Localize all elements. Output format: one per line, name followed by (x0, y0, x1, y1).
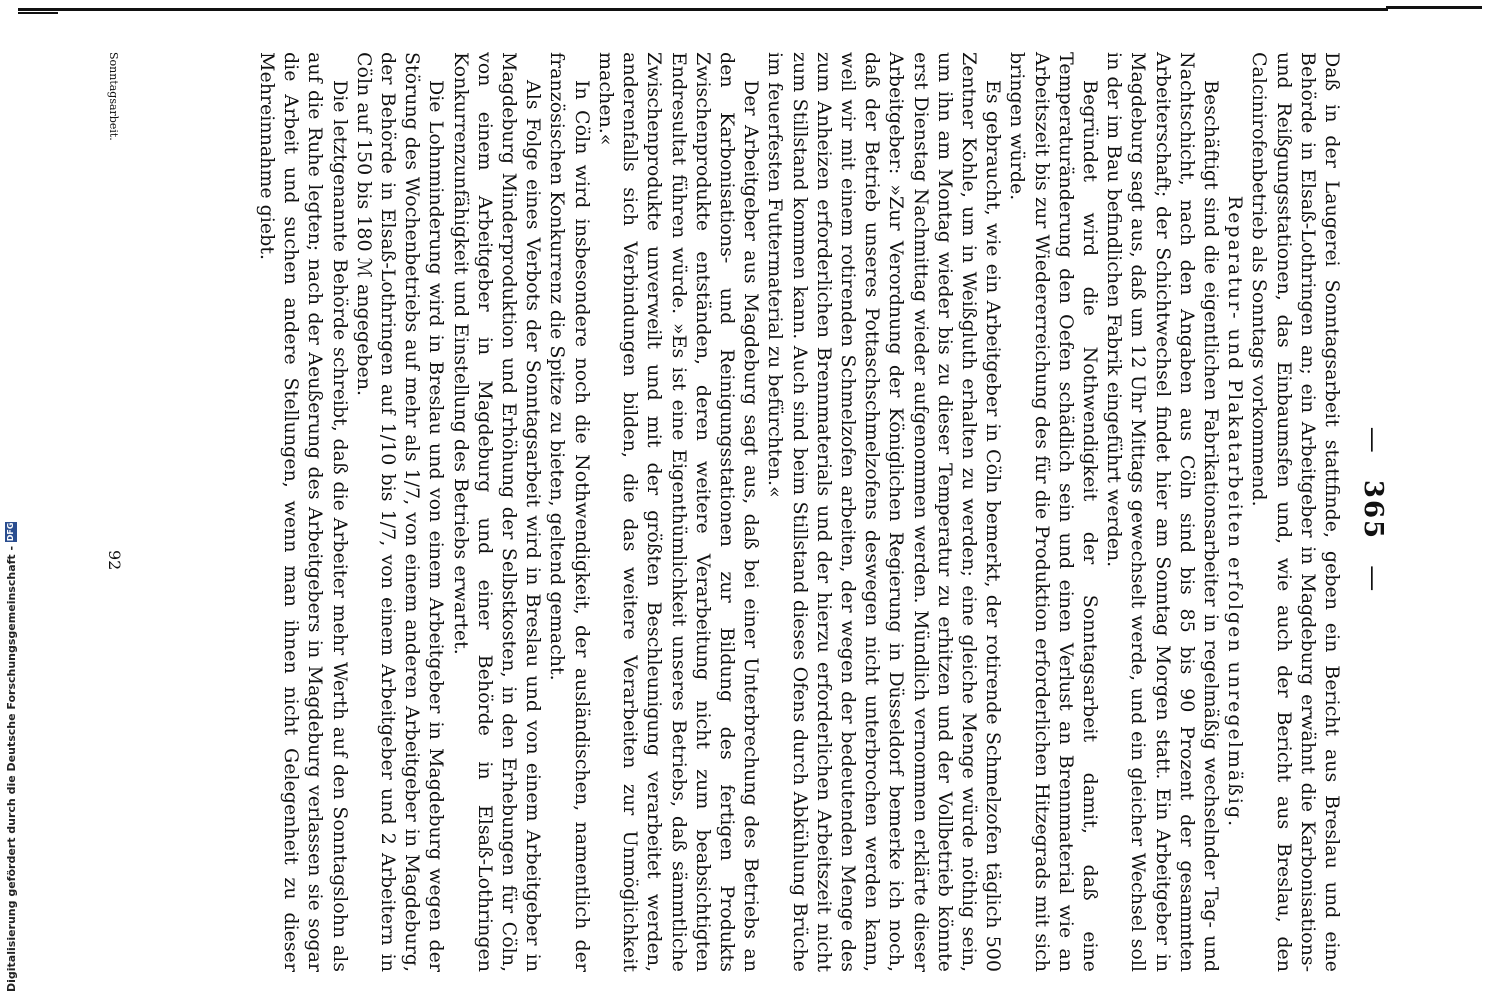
page-header (1358, 30, 1388, 990)
paragraph: Daß in der Laugerei Sonntagsarbeit stattfinde, geben ein Bericht aus Breslau und eine Behörde in Elsaß-Lothringen an; ein Arbeitgeber in Magdeburg erwähnt die Karbonisations- und Reißgungsstationen, das Einbaumsfen und, wie auch der Bericht aus Breslau, den Calcinirofenbetrieb als Sonntags vorkommend. (1248, 52, 1343, 972)
body-text (255, 52, 1344, 972)
paragraph: Die Lohnminderung wird in Breslau und von einem Arbeitgeber in Magdeburg wegen der Störung des Wochenbetriebs auf mehr als 1/7, von einem anderen Arbeitgeber in Magdeburg, der Behörde in Elsaß-Lothringen auf 1/10 bis 1/7, von einem Arbeitgeber und 2 Arbeitern in Cöln auf 150 bis 180 ℳ angegeben. (352, 52, 448, 972)
paragraph: Die letztgenannte Behörde schreibt, daß die Arbeiter mehr Werth auf den Sonntagslohn als auf die Ruhe legten; nach der Aeußerung des Arbeitgebers in Magdeburg verlassen sie sogar die Arbeit und suchen andere Stellungen, wenn man ihnen nicht Gelegenheit zu dieser Mehreinnahme giebt. (256, 52, 351, 972)
header-dash-right: — (1358, 565, 1388, 594)
header-dash-left: — (1358, 426, 1388, 455)
paragraph: Begründet wird die Nothwendigkeit der Sonntagsarbeit damit, daß eine Temperaturänderung den Oefen schädlich sein und einen Verlust an Brennmaterial wie an Arbeitszeit bis zur Wiedererreichung des für die Produktion erforderlichen Hitzegrads mit sich bringen würde. (1006, 52, 1101, 972)
paragraph: Als Folge eines Verbots der Sonntagsarbeit wird in Breslau und von einem Arbeitgeber in Magdeburg Minderproduktion und Erhöhung der Selbstkosten, in den Erhebungen für Cöln, von einem Arbeitgeber in Magdeburg und einer Behörde in Elsaß-Lothringen Konkurrenzunfähigkeit und Einstellung des Betriebs erwartet. (449, 52, 545, 972)
footer-catchword: Sonntagsarbeit. (107, 52, 120, 141)
paragraph: Der Arbeitgeber aus Magdeburg sagt aus, daß bei einer Unterbrechung des Betriebs an den Karbonisations- und Reinigungsstationen zur Bildung des fertigen Produkts Zwischenprodukte entständen, deren weitere Verarbeitung nicht zum beabsichtigten Endresultat führen würde. »Es ist eine Eigenthümlichkeit unseres Betriebs, daß sämmtliche Zwischenprodukte unverweilt und mit der größten Beschleunigung verarbeitet werden, anderenfalls sich Verbindungen bilden, die das weitere Verarbeiten zur Unmöglichkeit machen.« (594, 52, 763, 972)
paragraph-subheading: Reparatur- und Plakatarbeiten erfolgen unregelmäßig. (1224, 195, 1247, 829)
scan-edge-mark (18, 12, 58, 14)
signature-mark: 92 (105, 550, 124, 571)
page-number: 365 (1358, 479, 1388, 541)
digitization-credit (4, 372, 18, 992)
paragraph: Es gebraucht, wie ein Arbeitgeber in Cöln bemerkt, der rotirende Schmelzofen täglich 500 Zentner Kohle, um in Weißgluth erhalten zu werden; eine gleiche Menge würde nöthig sein, um ihn am Montag wieder bis zu dieser Temperatur zu erhitzen und der Vollbetrieb könnte erst Dienstag Nachmittag wieder aufgenommen werden. Mündlich vernommen erklärte dieser Arbeitgeber: »Zur Verordnung der Königlichen Regierung in Düsseldorf bemerke ich noch, daß der Betrieb unseres Pottaschschmelzofens deswegen nicht unterbrochen werden kann, weil wir mit einem rotirenden Schmelzofen arbeiten, der wegen der bedeutenden Menge des zum Anheizen erforderlichen Brennmaterials und der hierzu erforderlichen Arbeitszeit nicht zum Stillstand kommen kann. Auch sind beim Stillstand dieses Ofens durch Abkühlung Brüche im feuerfesten Futtermaterial zu befürchten.« (764, 52, 1005, 972)
rotated-text-block (105, 30, 1388, 990)
scan-edge-line-right (1386, 6, 1482, 9)
scan-edge-line (18, 8, 1388, 11)
paragraph: Beschäftigt sind die eigentlichen Fabrikationsarbeiter in regelmäßig wechselnder Tag- und Nachtschicht, nach den Angaben aus Cöln sind bis 85 bis 90 Prozent der gesammten Arbeiterschaft; der Schichtwechsel findet hier am Sonntag Morgen statt. Ein Arbeitgeber in Magdeburg sagt aus, daß um 12 Uhr Mittags gewechselt werde, und ein gleicher Wechsel soll in der im Bau befindlichen Fabrik eingeführt werden. (1103, 52, 1222, 972)
dfg-logo-icon: DFG (6, 522, 15, 542)
paragraph: In Cöln wird insbesondere noch die Nothwendigkeit, der ausländischen, namentlich der französischen Konkurrenz die Spitze zu bieten, geltend gemacht. (546, 52, 593, 972)
credit-text: Digitalisierung gefördert durch die Deutsche Forschungsgemeinschaft - (4, 545, 18, 992)
